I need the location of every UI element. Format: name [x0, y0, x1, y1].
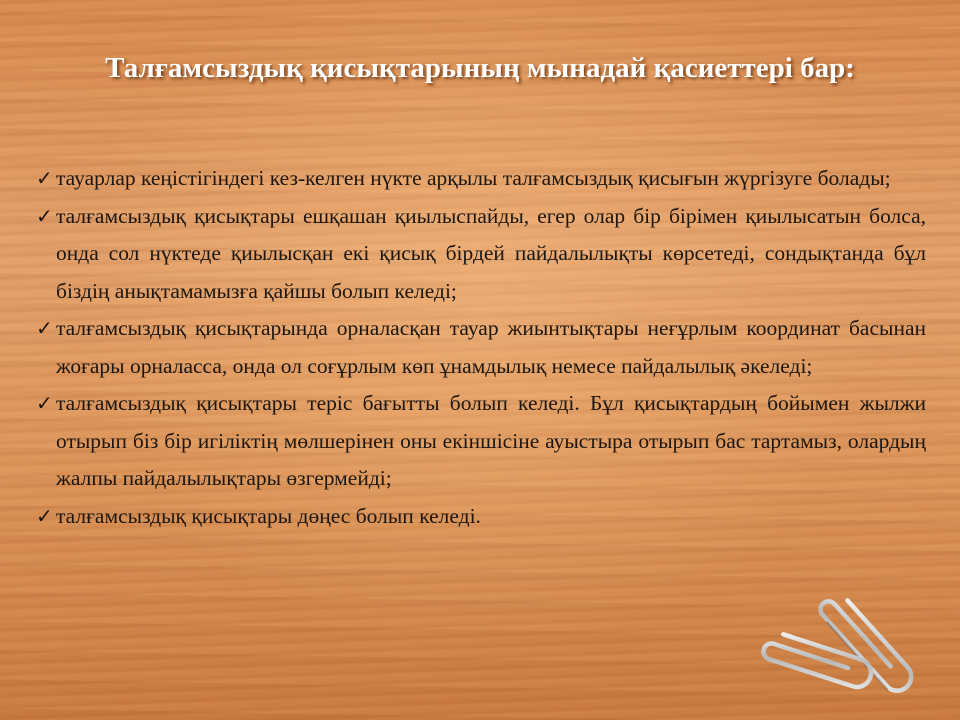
- paperclip-icon: [760, 578, 950, 708]
- list-item: [36, 198, 926, 311]
- list-item-text: талғамсыздық қисықтары дөңес болып келеді.: [56, 503, 481, 528]
- list-item-text: талғамсыздық қисықтарында орналасқан тауар жиынтықтары неғұрлым координат басынан жоғары орналасса, онда ол соғұрлым көп ұнамдылық немесе пайдалылық әкеледі;: [56, 316, 926, 378]
- checkmark-icon: ✓: [36, 203, 53, 228]
- list-item: [36, 385, 926, 498]
- slide-title: Талғамсыздық қисықтарының мынадай қасиеттері бар:: [105, 52, 855, 84]
- list-item: [36, 498, 926, 536]
- checkmark-icon: ✓: [36, 503, 53, 528]
- list-item-text: талғамсыздық қисықтары ешқашан қиылыспайды, егер олар бір бірімен қиылысатын болса, онда сол нүктеде қиылысқан екі қисық бірдей пайдалылықты көрсетеді, сондықтанда бұл біздің анықтамамызға қайшы болып келеді;: [56, 203, 926, 303]
- list-item: [36, 160, 926, 198]
- checkmark-icon: ✓: [36, 316, 53, 340]
- properties-list: [36, 160, 926, 535]
- list-item: [36, 310, 926, 385]
- checkmark-icon: ✓: [36, 391, 53, 415]
- checkmark-icon: ✓: [36, 166, 53, 190]
- list-item-text: талғамсыздық қисықтары теріс бағытты болып келеді. Бұл қисықтардың бойымен жылжи отырып біз бір игіліктің мөлшерінен оны екіншісіне ауыстыра отырып бас тартамыз, олардың жалпы пайдалылықтары өзгермейді;: [56, 391, 926, 490]
- list-item-text: тауарлар кеңістігіндегі кез-келген нүкте арқылы талғамсыздық қисығын жүргізуге болады;: [56, 166, 891, 190]
